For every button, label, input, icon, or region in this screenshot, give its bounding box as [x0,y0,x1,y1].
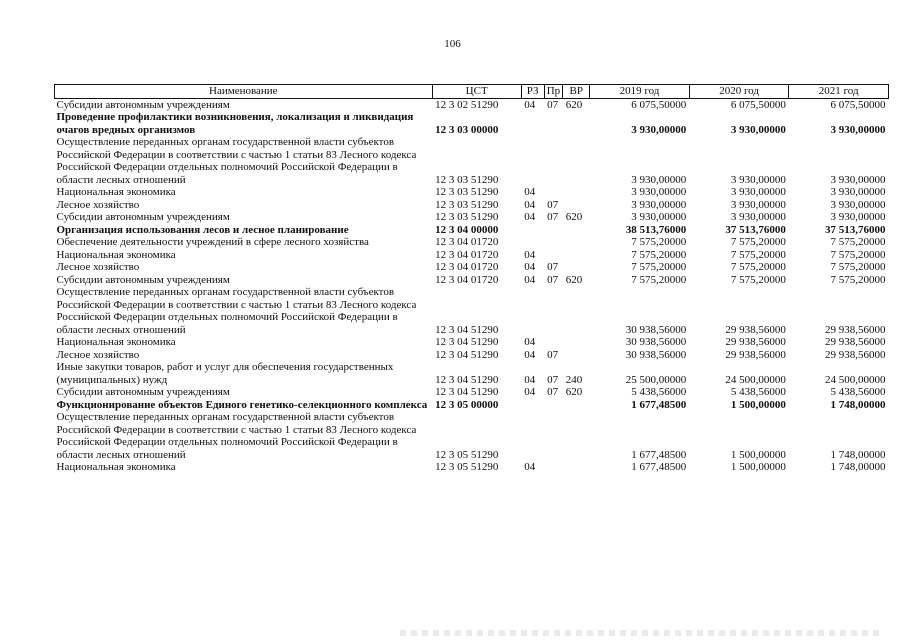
table-row [55,236,889,249]
cell-rz: 04 [524,386,536,398]
cell-pr [544,249,563,262]
cell-pr [544,111,563,136]
cell-name: Субсидии автономным учреждениям [56,98,230,111]
cell-cst: 12 3 04 01720 [435,236,499,248]
cell-y2019: 3 930,00000 [631,123,687,136]
cell-name: Функционирование объектов Единого генетико-селекционного комплекса [56,398,428,411]
cell-y2020: 29 938,56000 [725,336,786,348]
table-row [55,361,889,386]
cell-name: Лесное хозяйство [56,348,140,361]
cell-rz: 04 [524,211,536,223]
scan-artifact [400,630,880,636]
cell-y2021: 1 748,00000 [830,398,886,411]
cell-y2020: 3 930,00000 [730,186,786,198]
cell-pr [544,236,563,249]
cell-y2020: 1 500,00000 [730,398,786,411]
cell-rz [521,136,544,186]
cell-vr [563,236,590,249]
cell-pr: 07 [547,373,559,386]
cell-y2021: 3 930,00000 [830,211,886,223]
cell-pr [544,186,563,199]
cell-vr: 240 [565,373,583,386]
cell-y2021: 29 938,56000 [825,323,886,336]
cell-y2019: 3 930,00000 [631,211,687,223]
cell-y2019: 1 677,48500 [631,461,687,473]
cell-y2019: 25 500,00000 [625,373,687,386]
header-pr: Пр [544,85,563,99]
cell-name: Иные закупки товаров, работ и услуг для обеспечения государственных (муниципальных) нужд [56,361,394,386]
table-header-row [55,85,889,99]
cell-pr: 07 [547,198,559,211]
cell-y2019: 7 575,20000 [631,261,687,273]
cell-rz: 04 [524,186,536,198]
cell-rz: 04 [524,98,536,111]
cell-y2020: 3 930,00000 [730,211,786,223]
table-row [55,274,889,287]
cell-rz [521,111,544,136]
cell-y2019: 3 930,00000 [631,173,687,186]
table-row [55,286,889,336]
cell-y2020: 37 513,76000 [725,223,786,236]
cell-name: Субсидии автономным учреждениям [56,211,230,223]
cell-y2019: 7 575,20000 [631,273,687,286]
cell-y2020: 7 575,20000 [730,248,786,261]
cell-y2020: 29 938,56000 [725,323,786,336]
cell-cst: 12 3 03 51290 [435,186,499,198]
cell-y2020: 1 500,00000 [730,448,786,461]
header-cst: ЦСТ [432,85,521,99]
cell-vr: 620 [565,211,583,223]
table-body [55,98,889,474]
cell-y2020: 5 438,56000 [730,386,786,398]
cell-vr [563,186,590,199]
cell-pr [544,136,563,186]
cell-pr [544,399,563,412]
cell-cst: 12 3 03 51290 [435,198,499,211]
cell-name: Осуществление переданных органам государственной власти субъектов Российской Федерации в соответствии с частью 1 статьи 83 Лесного кодекса Российской Федерации отдельных полномочий Российской Федерации в области лесных отношений [56,411,417,461]
cell-rz: 04 [524,373,536,386]
table-row [55,224,889,237]
cell-y2021: 29 938,56000 [825,348,886,361]
header-vr: ВР [563,85,590,99]
cell-cst: 12 3 04 51290 [435,323,499,336]
cell-name: Проведение профилактики возникновения, локализация и ликвидация очагов вредных организмов [56,111,414,136]
cell-vr [563,286,590,336]
cell-pr [544,336,563,349]
cell-rz: 04 [524,273,536,286]
cell-y2020: 3 930,00000 [730,198,786,211]
cell-vr [563,461,590,474]
cell-y2020: 7 575,20000 [730,273,786,286]
cell-vr [563,199,590,212]
table-row [55,349,889,362]
table-row [55,249,889,262]
cell-vr: 620 [565,98,583,111]
cell-vr [563,336,590,349]
cell-rz: 04 [524,461,536,473]
header-2019: 2019 год [590,85,690,99]
table-row [55,98,889,111]
cell-y2021: 37 513,76000 [825,223,886,236]
cell-rz: 04 [524,198,536,211]
cell-y2021: 24 500,00000 [825,373,886,386]
cell-y2019: 30 938,56000 [625,348,687,361]
cell-y2021: 3 930,00000 [830,123,886,136]
cell-y2019: 3 930,00000 [631,186,687,198]
table-row [55,199,889,212]
cell-cst: 12 3 05 00000 [435,398,499,411]
cell-rz [521,236,544,249]
cell-name: Осуществление переданных органам государственной власти субъектов Российской Федерации в соответствии с частью 1 статьи 83 Лесного кодекса Российской Федерации отдельных полномочий Российской Федерации в области лесных отношений [56,286,417,336]
cell-y2019: 30 938,56000 [625,323,687,336]
cell-y2020: 3 930,00000 [730,123,786,136]
cell-name: Субсидии автономным учреждениям [56,386,230,398]
cell-pr: 07 [547,386,559,398]
cell-vr [563,224,590,237]
cell-pr [544,461,563,474]
cell-cst: 12 3 03 51290 [435,211,499,223]
header-2020: 2020 год [689,85,789,99]
cell-y2020: 7 575,20000 [730,261,786,273]
cell-y2019: 7 575,20000 [631,236,687,248]
table-row [55,186,889,199]
budget-table [54,84,889,474]
table-row [55,461,889,474]
cell-pr: 07 [547,273,559,286]
cell-vr: 620 [565,386,583,398]
cell-y2020: 1 500,00000 [730,461,786,473]
cell-cst: 12 3 03 51290 [435,173,499,186]
cell-y2021: 3 930,00000 [830,173,886,186]
cell-cst: 12 3 05 51290 [435,448,499,461]
cell-pr [544,411,563,461]
cell-y2019: 38 513,76000 [625,223,687,236]
table-row [55,111,889,136]
cell-name: Национальная экономика [56,461,176,473]
cell-y2019: 30 938,56000 [625,336,687,348]
cell-vr [563,349,590,362]
cell-y2020: 29 938,56000 [725,348,786,361]
cell-y2019: 3 930,00000 [631,198,687,211]
page-number: 106 [444,38,461,50]
cell-vr [563,249,590,262]
cell-y2021: 3 930,00000 [830,198,886,211]
cell-y2020: 24 500,00000 [725,373,786,386]
cell-rz [521,224,544,237]
cell-y2021: 6 075,50000 [830,98,886,111]
cell-y2020: 6 075,50000 [730,98,786,111]
cell-name: Обеспечение деятельности учреждений в сфере лесного хозяйства [56,236,369,248]
cell-vr [563,399,590,412]
cell-rz [521,411,544,461]
cell-y2019: 6 075,50000 [631,98,687,111]
cell-vr [563,136,590,186]
cell-cst: 12 3 04 51290 [435,386,499,398]
cell-vr [563,261,590,274]
table-row [55,411,889,461]
cell-y2021: 5 438,56000 [830,386,886,398]
cell-y2021: 29 938,56000 [825,336,886,348]
table-row [55,136,889,186]
cell-cst: 12 3 04 51290 [435,373,499,386]
cell-vr: 620 [565,273,583,286]
table-row [55,211,889,224]
cell-name: Национальная экономика [56,248,176,261]
cell-name: Осуществление переданных органам государственной власти субъектов Российской Федерации в соответствии с частью 1 статьи 83 Лесного кодекса Российской Федерации отдельных полномочий Российской Федерации в области лесных отношений [56,136,417,186]
header-2021: 2021 год [789,85,889,99]
cell-y2019: 1 677,48500 [631,398,687,411]
cell-vr [563,111,590,136]
cell-y2021: 7 575,20000 [830,236,886,248]
header-name: Наименование [55,85,433,99]
cell-y2021: 3 930,00000 [830,186,886,198]
cell-y2021: 7 575,20000 [830,273,886,286]
cell-rz [521,399,544,412]
cell-pr: 07 [547,261,559,273]
cell-cst: 12 3 04 01720 [435,248,499,261]
cell-y2020: 3 930,00000 [730,173,786,186]
cell-rz [521,286,544,336]
cell-name: Лесное хозяйство [56,261,140,273]
cell-rz: 04 [524,248,536,261]
cell-y2021: 1 748,00000 [830,461,886,473]
cell-cst: 12 3 03 00000 [435,123,499,136]
cell-cst: 12 3 04 51290 [435,336,499,348]
cell-y2019: 7 575,20000 [631,248,687,261]
table-row [55,399,889,412]
table-row [55,261,889,274]
cell-name: Лесное хозяйство [56,198,140,211]
cell-pr: 07 [547,98,559,111]
cell-pr [544,286,563,336]
cell-cst: 12 3 04 00000 [435,223,499,236]
cell-name: Национальная экономика [56,186,176,198]
table-row [55,336,889,349]
cell-cst: 12 3 05 51290 [435,461,499,473]
cell-pr: 07 [547,348,559,361]
cell-y2021: 1 748,00000 [830,448,886,461]
cell-name: Организация использования лесов и лесное планирование [56,223,349,236]
cell-rz: 04 [524,261,536,273]
cell-vr [563,411,590,461]
cell-y2020: 7 575,20000 [730,236,786,248]
cell-rz: 04 [524,348,536,361]
cell-rz: 04 [524,336,536,348]
cell-y2021: 7 575,20000 [830,261,886,273]
cell-name: Субсидии автономным учреждениям [56,273,230,286]
cell-y2021: 7 575,20000 [830,248,886,261]
cell-y2019: 1 677,48500 [631,448,687,461]
table-row [55,386,889,399]
cell-name: Национальная экономика [56,336,176,348]
cell-cst: 12 3 02 51290 [435,98,499,111]
header-rz: РЗ [521,85,544,99]
cell-cst: 12 3 04 51290 [435,348,499,361]
cell-cst: 12 3 04 01720 [435,261,499,273]
cell-pr: 07 [547,211,559,223]
cell-y2019: 5 438,56000 [631,386,687,398]
cell-cst: 12 3 04 01720 [435,273,499,286]
cell-pr [544,224,563,237]
